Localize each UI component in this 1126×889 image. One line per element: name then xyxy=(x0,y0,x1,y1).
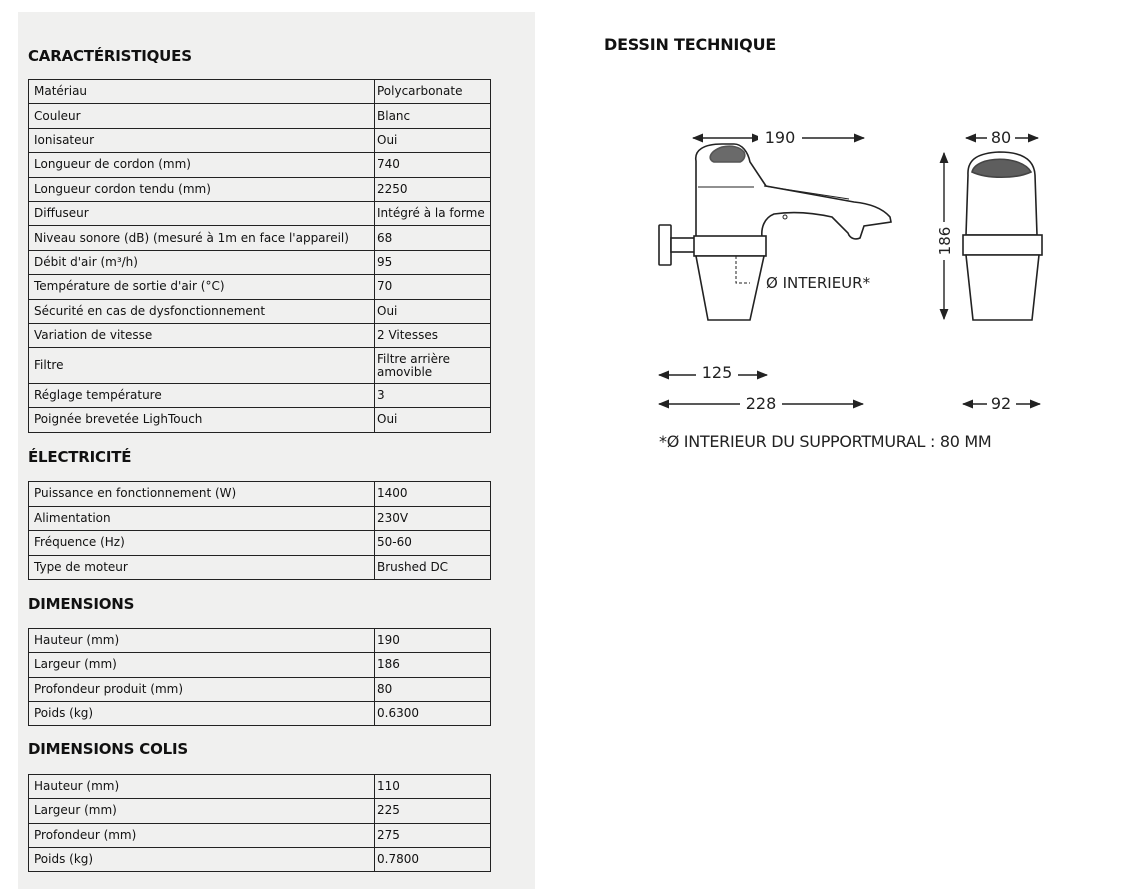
table-row xyxy=(29,348,491,384)
row-label: Débit d'air (m³/h) xyxy=(29,250,375,274)
row-value: 740 xyxy=(375,153,491,177)
table-row xyxy=(29,482,491,507)
row-label: Poignée brevetée LighTouch xyxy=(29,408,375,432)
wall-bracket-side xyxy=(659,225,766,320)
row-label: Sécurité en cas de dysfonctionnement xyxy=(29,299,375,323)
section-title-electricite: ÉLECTRICITÉ xyxy=(28,448,132,466)
row-value: 186 xyxy=(375,653,491,677)
row-value: Oui xyxy=(375,408,491,432)
table-row xyxy=(29,629,491,653)
row-label: Alimentation xyxy=(29,506,375,531)
row-label: Largeur (mm) xyxy=(29,653,375,677)
row-label: Profondeur (mm) xyxy=(29,823,375,847)
table-row xyxy=(29,847,491,871)
table-row xyxy=(29,250,491,274)
row-label: Variation de vitesse xyxy=(29,323,375,347)
row-value: 70 xyxy=(375,275,491,299)
row-label: Hauteur (mm) xyxy=(29,775,375,799)
row-label: Ionisateur xyxy=(29,128,375,152)
footnote-inner-diameter: *Ø INTERIEUR DU SUPPORTMURAL : 80 MM xyxy=(659,432,992,451)
row-label: Réglage température xyxy=(29,383,375,407)
row-value: 2250 xyxy=(375,177,491,201)
row-label: Couleur xyxy=(29,104,375,128)
technical-drawing-title: DESSIN TECHNIQUE xyxy=(604,35,777,54)
table-row xyxy=(29,153,491,177)
table-row xyxy=(29,177,491,201)
table-dimensions-colis xyxy=(28,774,491,872)
table-caracteristiques xyxy=(28,79,491,433)
inner-diameter-label: Ø INTERIEUR* xyxy=(766,274,871,292)
table-row xyxy=(29,226,491,250)
table-row xyxy=(29,383,491,407)
row-value: 275 xyxy=(375,823,491,847)
section-title-dimensions-colis: DIMENSIONS COLIS xyxy=(28,740,188,758)
row-value: Polycarbonate xyxy=(375,80,491,104)
row-value: 2 Vitesses xyxy=(375,323,491,347)
row-label: Température de sortie d'air (°C) xyxy=(29,275,375,299)
row-label: Longueur cordon tendu (mm) xyxy=(29,177,375,201)
row-value: 50-60 xyxy=(375,531,491,556)
row-label: Longueur de cordon (mm) xyxy=(29,153,375,177)
row-value: 68 xyxy=(375,226,491,250)
row-label: Profondeur produit (mm) xyxy=(29,677,375,701)
row-value: 80 xyxy=(375,677,491,701)
row-value: 95 xyxy=(375,250,491,274)
table-dimensions xyxy=(28,628,491,726)
row-value: 230V xyxy=(375,506,491,531)
row-value: 0.7800 xyxy=(375,847,491,871)
dim-label-125: 125 xyxy=(701,363,733,382)
row-label: Puissance en fonctionnement (W) xyxy=(29,482,375,507)
row-label: Matériau xyxy=(29,80,375,104)
row-value: 110 xyxy=(375,775,491,799)
row-label: Diffuseur xyxy=(29,201,375,225)
row-label: Poids (kg) xyxy=(29,701,375,725)
technical-drawing xyxy=(604,100,1064,420)
table-row xyxy=(29,799,491,823)
table-row xyxy=(29,275,491,299)
row-value: Blanc xyxy=(375,104,491,128)
table-row xyxy=(29,323,491,347)
table-row xyxy=(29,701,491,725)
dryer-side-view xyxy=(696,144,891,239)
dim-label-190: 190 xyxy=(764,128,796,147)
row-label: Niveau sonore (dB) (mesuré à 1m en face l'appareil) xyxy=(29,226,375,250)
row-value: 0.6300 xyxy=(375,701,491,725)
table-row xyxy=(29,506,491,531)
table-row xyxy=(29,299,491,323)
row-value: 190 xyxy=(375,629,491,653)
row-value: Filtre arrière amovible xyxy=(375,348,491,384)
row-label: Hauteur (mm) xyxy=(29,629,375,653)
dim-label-186: 186 xyxy=(936,226,954,256)
row-label: Largeur (mm) xyxy=(29,799,375,823)
row-label: Fréquence (Hz) xyxy=(29,531,375,556)
dryer-front-view xyxy=(963,152,1042,320)
table-row xyxy=(29,104,491,128)
row-value: Oui xyxy=(375,128,491,152)
row-label: Poids (kg) xyxy=(29,847,375,871)
section-title-dimensions: DIMENSIONS xyxy=(28,595,135,613)
row-value: 1400 xyxy=(375,482,491,507)
table-row xyxy=(29,201,491,225)
row-value: Oui xyxy=(375,299,491,323)
dim-label-228: 228 xyxy=(745,394,777,413)
table-row xyxy=(29,531,491,556)
dim-label-80: 80 xyxy=(990,128,1012,147)
row-label: Filtre xyxy=(29,348,375,384)
table-electricite xyxy=(28,481,491,580)
dim-label-92: 92 xyxy=(990,394,1012,413)
table-row xyxy=(29,653,491,677)
table-row xyxy=(29,555,491,580)
table-row xyxy=(29,677,491,701)
row-value: 225 xyxy=(375,799,491,823)
row-value: Intégré à la forme xyxy=(375,201,491,225)
row-value: 3 xyxy=(375,383,491,407)
row-label: Type de moteur xyxy=(29,555,375,580)
row-value: Brushed DC xyxy=(375,555,491,580)
section-title-caracteristiques: CARACTÉRISTIQUES xyxy=(28,47,192,65)
table-row xyxy=(29,775,491,799)
table-row xyxy=(29,128,491,152)
table-row xyxy=(29,823,491,847)
table-row xyxy=(29,80,491,104)
table-row xyxy=(29,408,491,432)
